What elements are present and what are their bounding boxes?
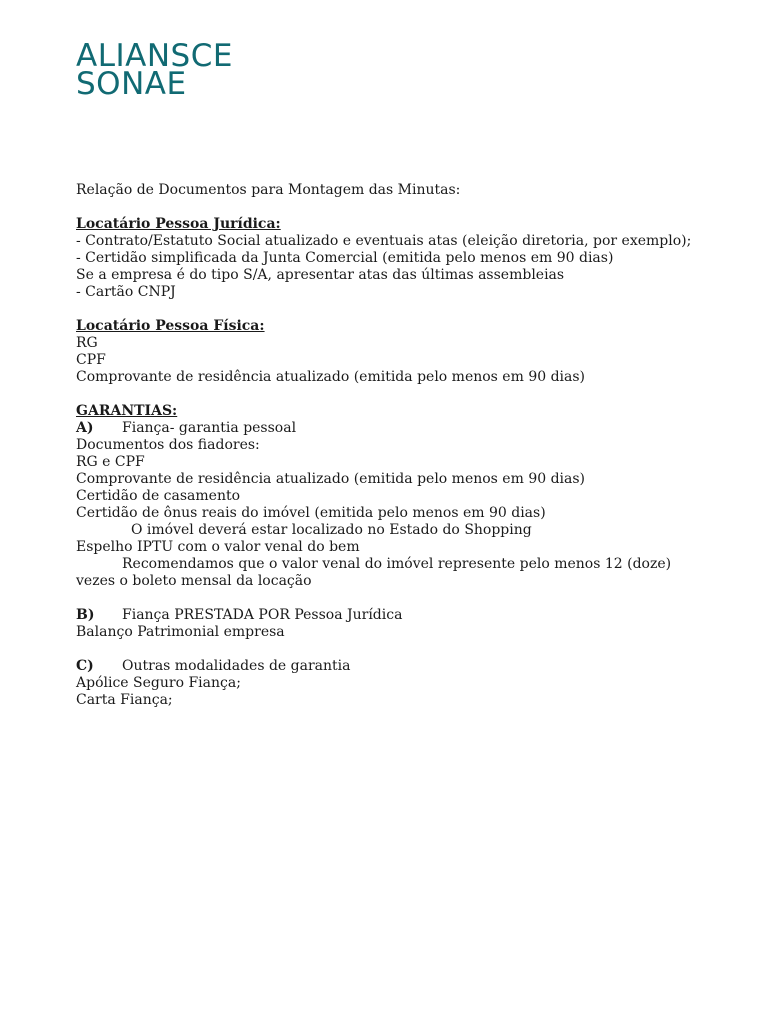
garantia-a-line: RG e CPF <box>76 454 145 470</box>
garantia-b-title <box>76 607 736 624</box>
intro-text: Relação de Documentos para Montagem das Minutas: <box>76 182 461 198</box>
garantia-b-line: Balanço Patrimonial empresa <box>76 624 285 640</box>
garantia-c-title <box>76 658 736 675</box>
garantia-b-label: Fiança PRESTADA POR Pessoa Jurídica <box>122 607 403 623</box>
pj-line: - Contrato/Estatuto Social atualizado e eventuais atas (eleição diretoria, por exemplo); <box>76 233 692 249</box>
garantia-a-line: Certidão de casamento <box>76 488 241 504</box>
garantia-a-line: Documentos dos fiadores: <box>76 437 260 453</box>
garantia-c-line: Apólice Seguro Fiança; <box>76 675 241 691</box>
garantia-c-letter: C) <box>76 658 94 674</box>
garantia-a-note: O imóvel deverá estar localizado no Estado do Shopping <box>131 522 532 538</box>
garantia-a-line: Certidão de ônus reais do imóvel (emitida pelo menos em 90 dias) <box>76 505 546 521</box>
garantia-a-title <box>76 420 736 437</box>
garantia-a-recommend-1: Recomendamos que o valor venal do imóvel represente pelo menos 12 (doze) <box>122 556 672 572</box>
pj-line: Se a empresa é do tipo S/A, apresentar atas das últimas assembleias <box>76 267 565 283</box>
logo-line-1: ALIANSCE <box>76 38 233 74</box>
garantia-a-line: Comprovante de residência atualizado (emitida pelo menos em 90 dias) <box>76 471 586 487</box>
pf-line: CPF <box>76 352 106 368</box>
garantia-a-label: Fiança- garantia pessoal <box>122 420 297 436</box>
garantia-c-line: Carta Fiança; <box>76 692 173 708</box>
company-logo <box>76 38 233 102</box>
pj-line: - Cartão CNPJ <box>76 284 176 300</box>
pj-heading: Locatário Pessoa Jurídica: <box>76 216 281 232</box>
document-body <box>76 182 736 709</box>
garantia-a-recommend-2: vezes o boleto mensal da locação <box>76 573 312 589</box>
pf-line: RG <box>76 335 98 351</box>
garantia-a-espelho: Espelho IPTU com o valor venal do bem <box>76 539 360 555</box>
pj-line: - Certidão simplificada da Junta Comercial (emitida pelo menos em 90 dias) <box>76 250 614 266</box>
garantia-a-letter: A) <box>76 420 94 436</box>
pf-line: Comprovante de residência atualizado (emitida pelo menos em 90 dias) <box>76 369 586 385</box>
garantia-c-label: Outras modalidades de garantia <box>122 658 351 674</box>
garantia-b-letter: B) <box>76 607 95 623</box>
logo-line-2: SONAE <box>76 66 187 102</box>
garantias-heading: GARANTIAS: <box>76 403 178 419</box>
pf-heading: Locatário Pessoa Física: <box>76 318 265 334</box>
